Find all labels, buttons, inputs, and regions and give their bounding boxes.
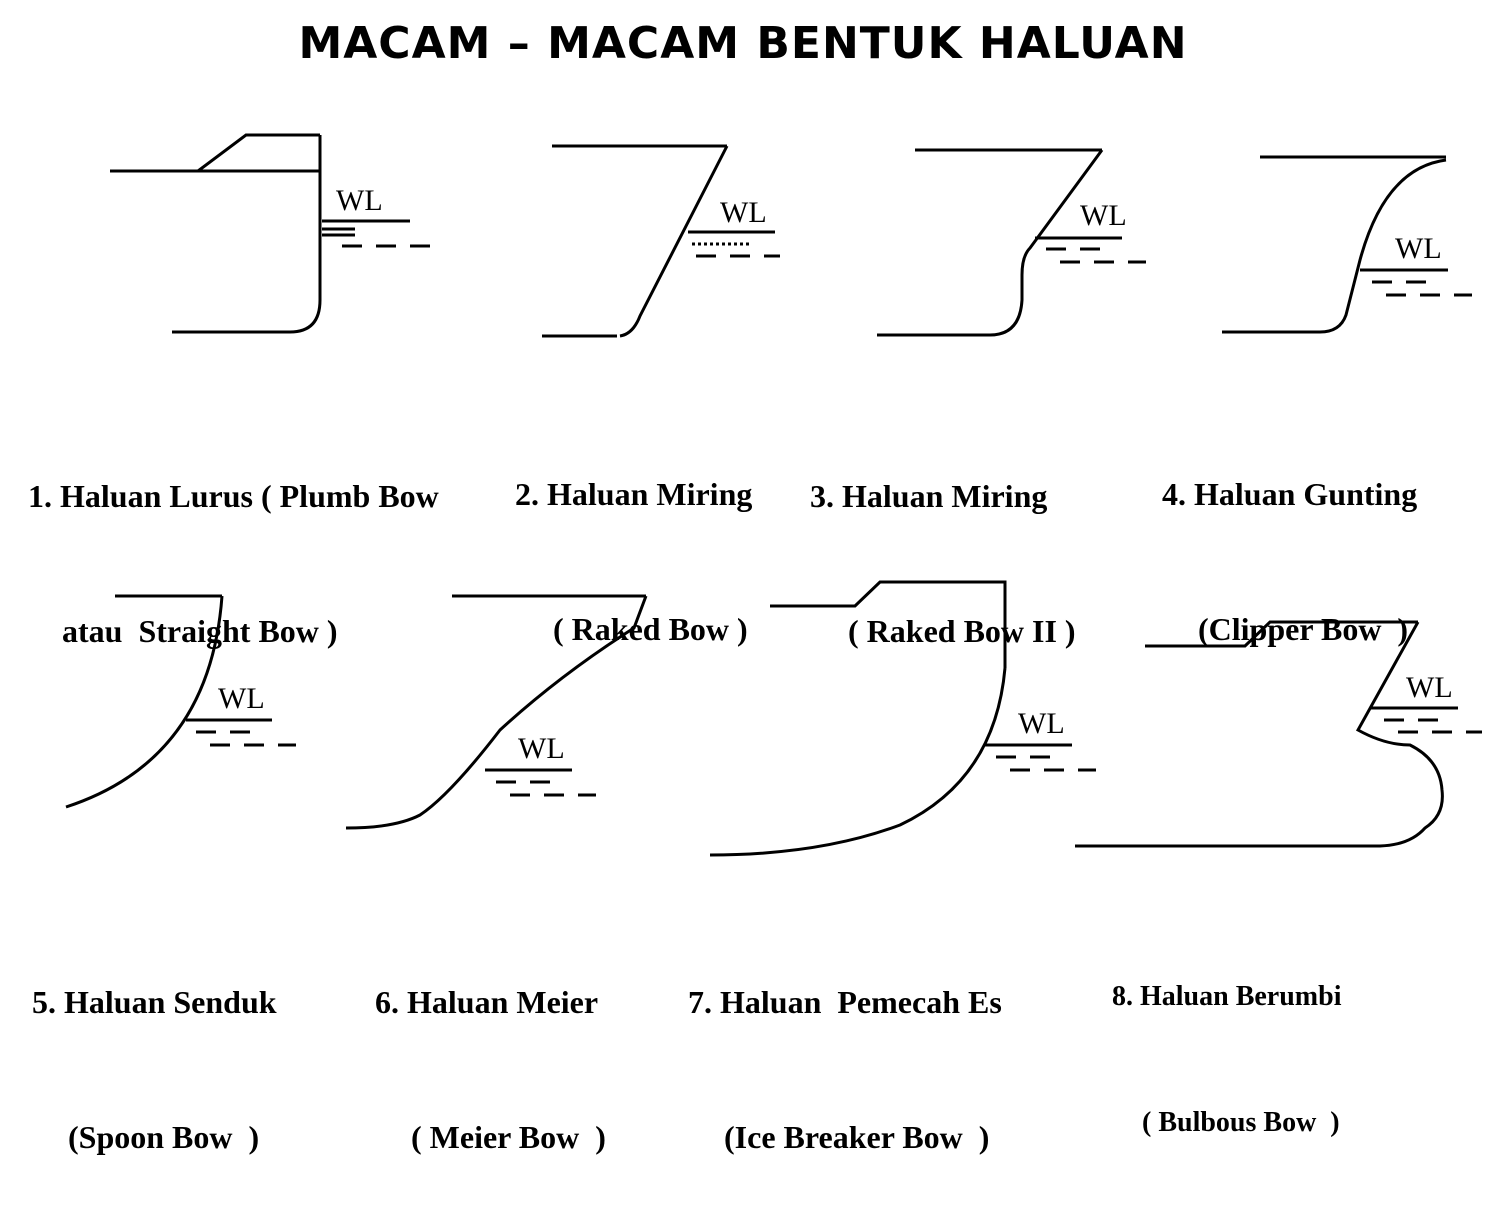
bow-3-wl-label: WL: [1080, 199, 1127, 232]
bow-5-caption-line2: (Spoon Bow ): [68, 1119, 260, 1155]
bow-1-wl-label: WL: [336, 184, 383, 217]
bow-2-caption-line1: 2. Haluan Miring: [515, 476, 753, 512]
bow-5-caption: [32, 890, 277, 1205]
bow-4-clipper-drawing: [1222, 157, 1472, 332]
bow-4-wl-label: WL: [1395, 232, 1442, 265]
bow-1-stem: [172, 135, 320, 332]
bow-3-stem: [877, 150, 1102, 335]
bow-5-caption-line1: 5. Haluan Senduk: [32, 984, 277, 1020]
bow-1-plumb-drawing: [110, 135, 430, 332]
bow-3-caption-line1: 3. Haluan Miring: [810, 478, 1048, 514]
bow-8-caption: [1112, 892, 1341, 1186]
bow-6-wl-label: WL: [518, 732, 565, 765]
bow-1-caption: [28, 384, 439, 699]
bow-2-stem: [620, 146, 727, 336]
bow-8-caption-line1: 8. Haluan Berumbi: [1112, 981, 1342, 1012]
bow-6-caption: [375, 890, 606, 1205]
bow-7-caption-line2: (Ice Breaker Bow ): [724, 1119, 990, 1155]
bow-1-deck-line: [110, 135, 320, 171]
bow-7-wl-label: WL: [1018, 707, 1065, 740]
bow-3-raked-ii-drawing: [877, 150, 1146, 335]
bow-7-caption-line1: 7. Haluan Pemecah Es: [688, 984, 1002, 1020]
bow-2-caption-line2: ( Raked Bow ): [553, 611, 748, 647]
bow-2-raked-drawing: [542, 146, 780, 336]
bow-1-caption-line2: atau Straight Bow ): [62, 613, 338, 649]
bow-6-caption-line1: 6. Haluan Meier: [375, 984, 599, 1020]
bow-8-caption-line2: ( Bulbous Bow ): [1142, 1107, 1340, 1138]
bow-4-caption: [1162, 382, 1417, 697]
page-title: MACAM – MACAM BENTUK HALUAN: [298, 18, 1188, 69]
bow-3-caption-line2: ( Raked Bow II ): [848, 613, 1076, 649]
bow-4-caption-line2: (Clipper Bow ): [1198, 611, 1409, 647]
bow-1-caption-line1: 1. Haluan Lurus ( Plumb Bow: [28, 478, 439, 514]
bow-2-wl-label: WL: [720, 196, 767, 229]
bow-8-wl-label: WL: [1406, 671, 1453, 704]
bow-3-caption: [810, 384, 1076, 699]
bow-2-caption: [515, 382, 752, 697]
bow-7-caption: [688, 890, 1002, 1205]
bow-4-caption-line1: 4. Haluan Gunting: [1162, 476, 1418, 512]
bow-6-caption-line2: ( Meier Bow ): [411, 1119, 606, 1155]
bow-5-wl-label: WL: [218, 682, 265, 715]
